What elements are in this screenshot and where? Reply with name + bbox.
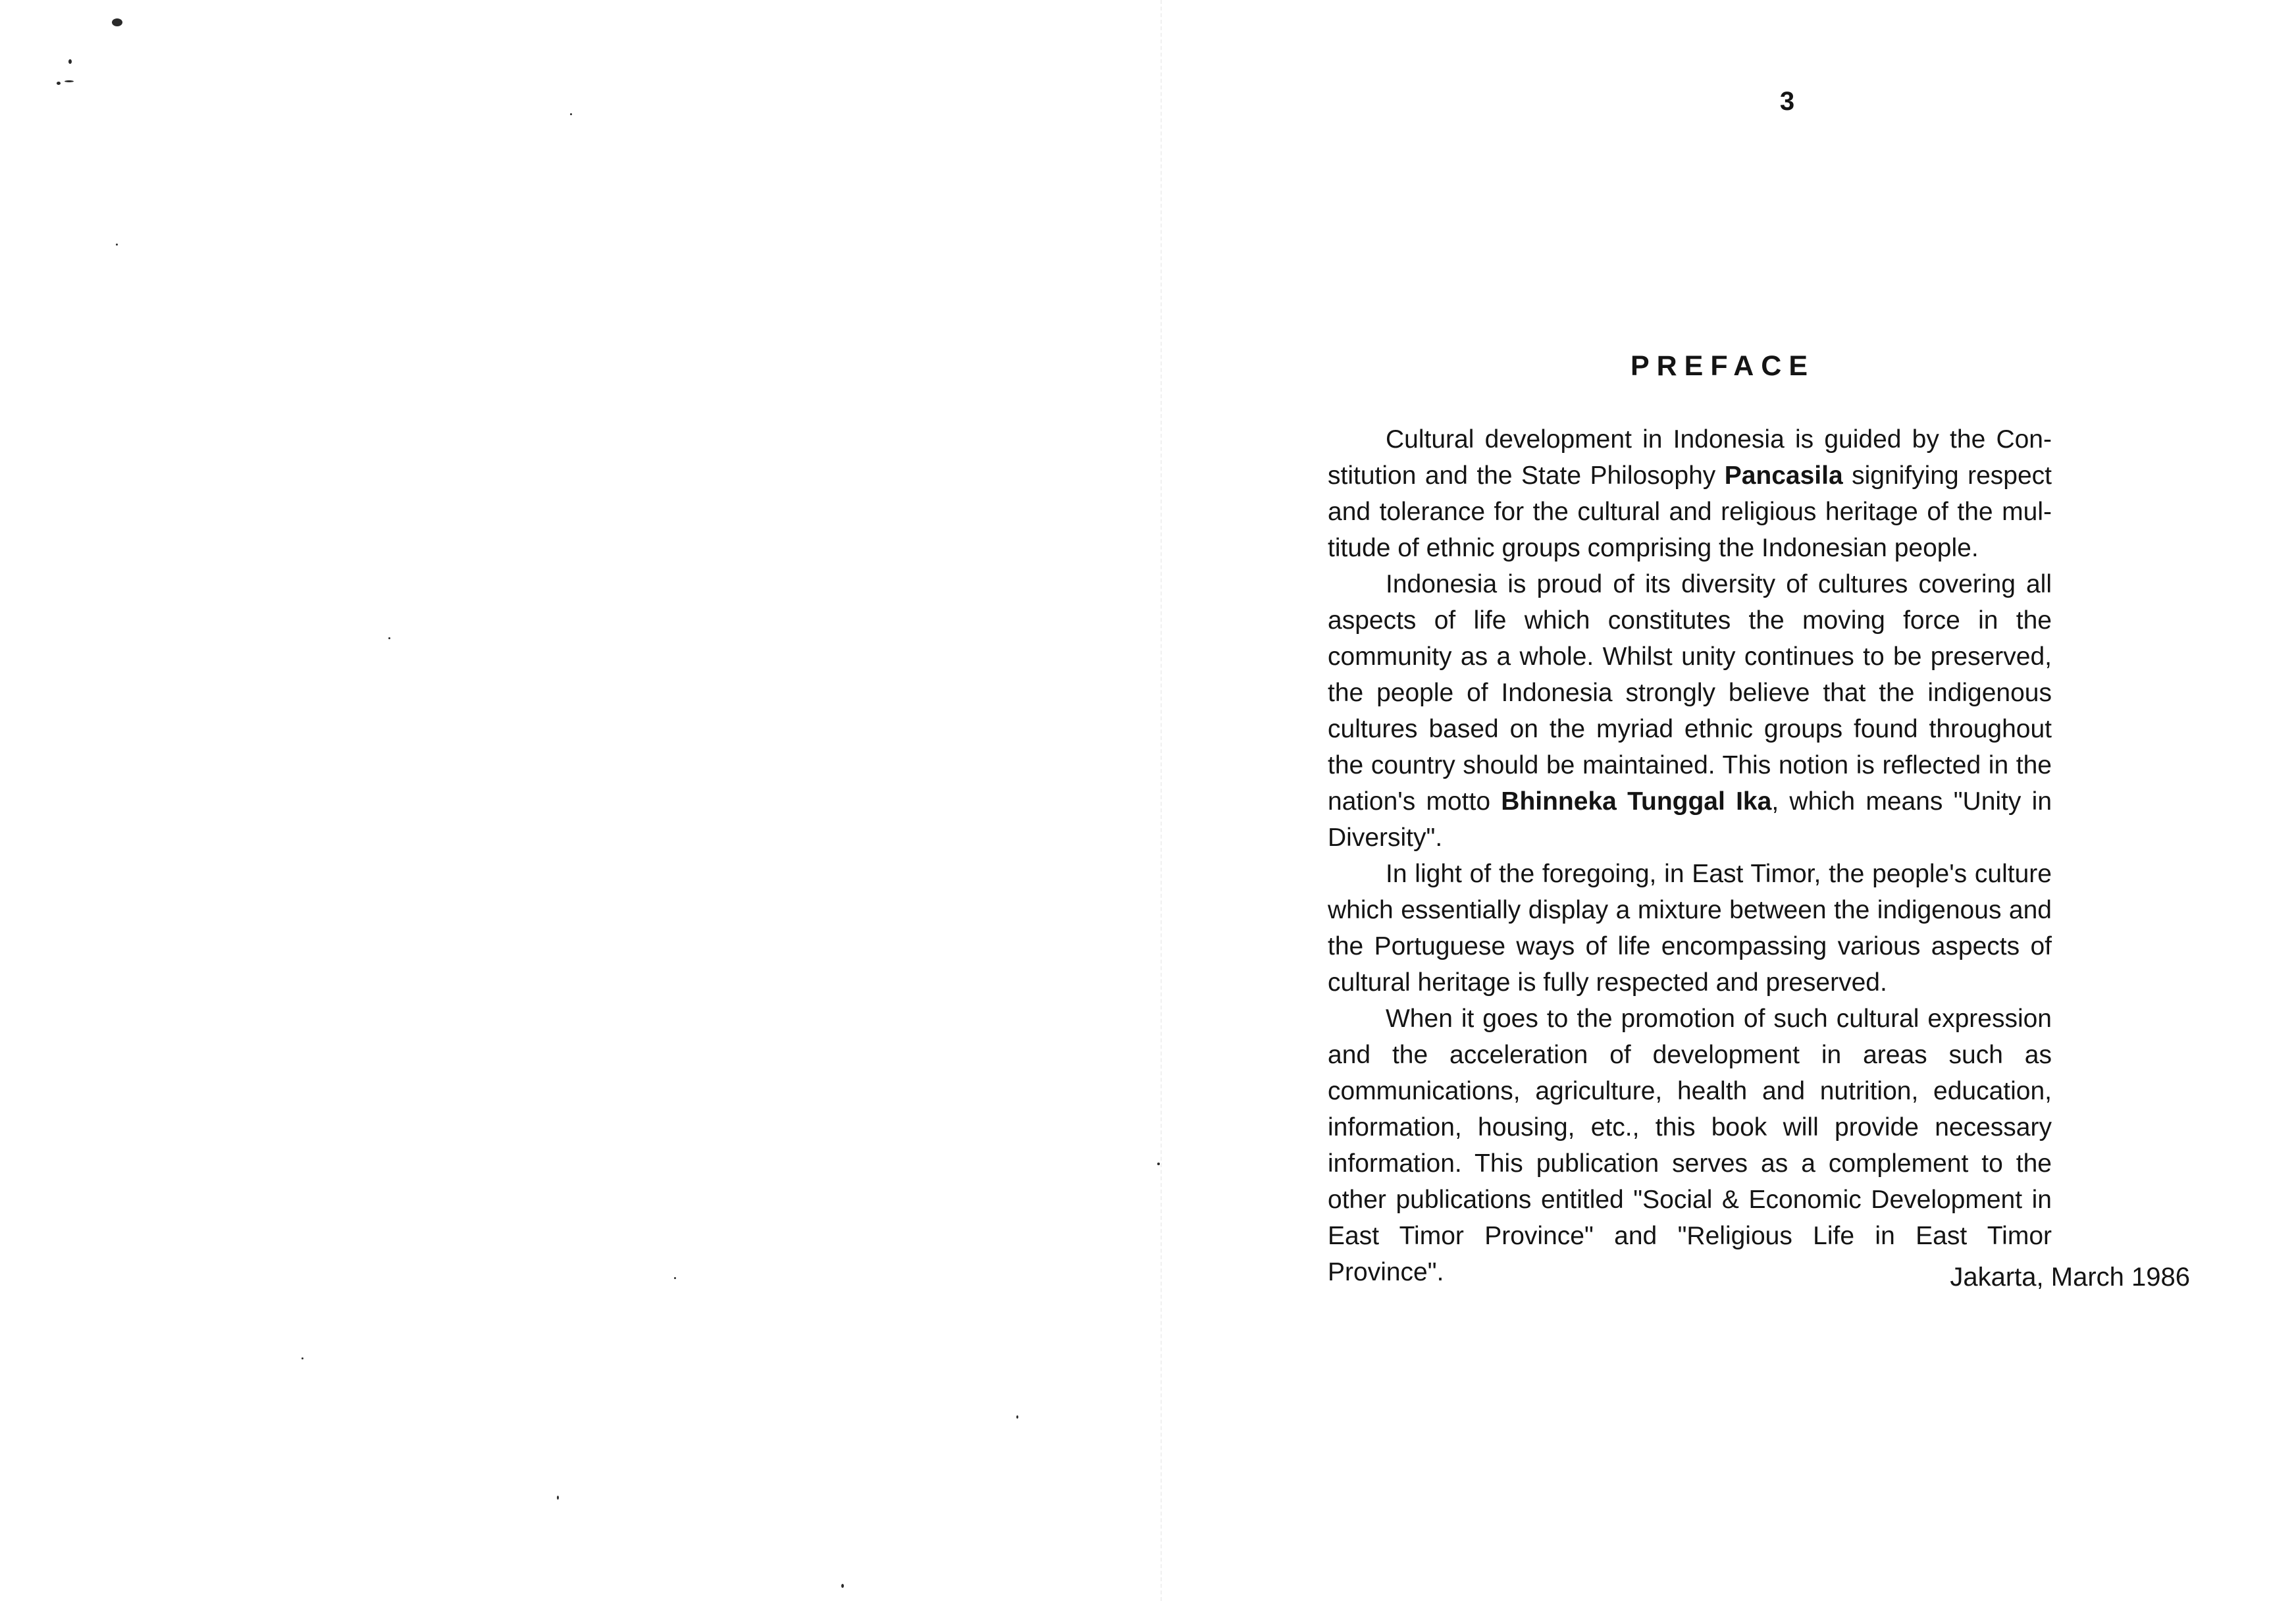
paragraph: Indonesia is proud of its diversity of cultures covering all aspects of life which constitutes the moving force in the community as a whole. Whilst unity continues to be preserved, the people of Indonesia strongly believe that the indigenous cultures based on the myriad ethnic groups found throughout the country should be maintained. This notion is reflected in the nation's motto Bhinneka Tunggal Ika, which means "Unity in Diversity". [1328,570,2052,852]
page-number: 3 [1779,87,1795,116]
bold-term: Bhinneka Tunggal Ika [1501,787,1772,816]
paragraph: When it goes to the promotion of such cultural expression and the acceleration of development in areas such as communications, agriculture, health and nutrition, education, information, housing, etc., this book will provide necessary information. This publication serves as a complement to the other publications entitled "Social & Economic Development in East Timor Province" and "Religious Life in East Timor Province". [1328,1005,2052,1286]
ink-speck [112,18,122,26]
page-title: PREFACE [1630,350,1815,382]
ink-speck [570,113,572,115]
ink-speck [674,1277,676,1279]
signature-place-date: Jakarta, March 1986 [1950,1263,2190,1292]
preface-body [1328,421,2052,1290]
ink-speck [57,82,61,85]
ink-speck [1157,1163,1160,1165]
ink-speck [116,244,118,246]
ink-speck [1016,1415,1018,1419]
bold-term: Pancasila [1724,461,1843,490]
paragraph: Cultural development in Indonesia is guided by the Constitution and the State Philosophy Pancasila signifying respect and tolerance for the cultural and religious heritage of the multitude of ethnic groups comprising the Indonesian people. [1328,425,2052,562]
right-page [1163,0,2296,1601]
ink-speck [841,1584,844,1588]
ink-speck [65,80,74,82]
ink-speck [68,59,72,64]
paragraph: In light of the foregoing, in East Timor, the people's culture which essentially display a mixture between the indigenous and the Portuguese ways of life encompassing various aspects of cultural heritage is fully respected and preserved. [1328,860,2052,997]
ink-speck [557,1496,559,1500]
ink-speck [388,637,390,639]
ink-speck [301,1357,303,1359]
